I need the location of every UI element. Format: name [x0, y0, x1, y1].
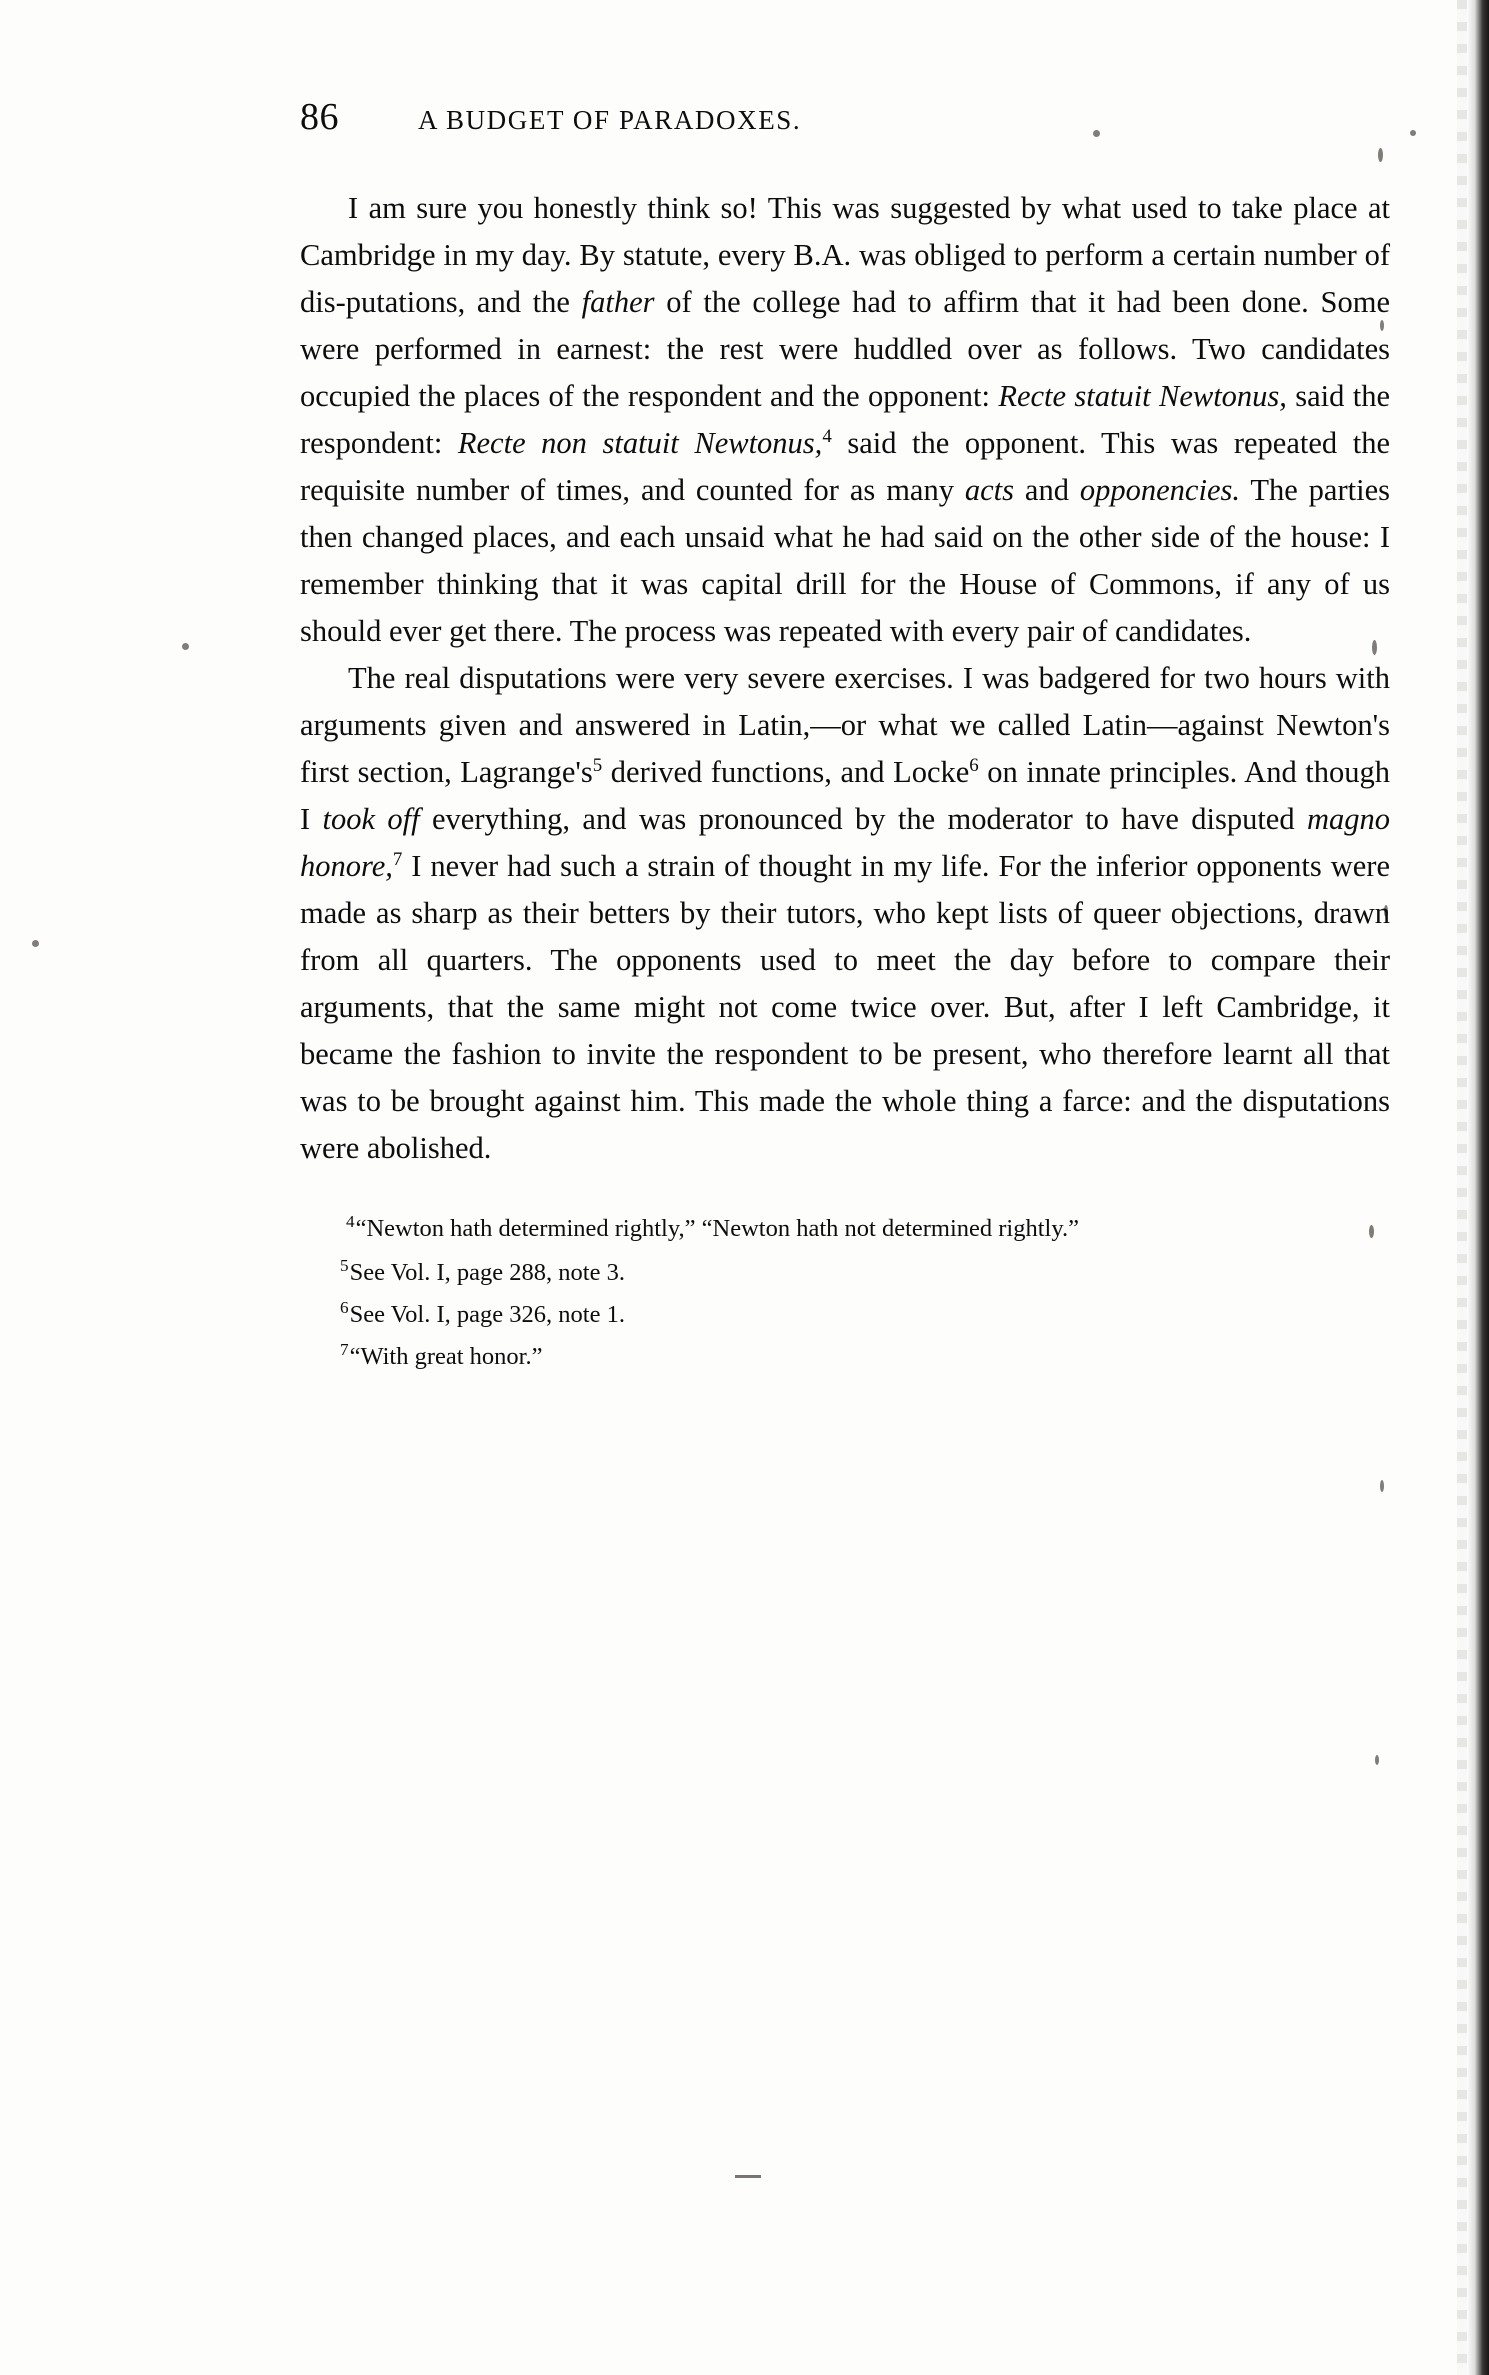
footnote-item	[300, 1298, 1390, 1331]
text-run: of the college had to affirm that it had been done. Some were performed in earnest: the rest were huddled over as follows. Two candidates occupied the places of the respondent and the opponent:	[300, 285, 1390, 413]
footnote-item	[300, 1340, 1390, 1373]
footnote-marker: 6	[969, 754, 979, 776]
footnote-text: “With great honor.”	[349, 1343, 543, 1370]
text-run: said the respondent:	[300, 379, 1390, 460]
footnote-marker: 4	[346, 1211, 355, 1231]
text-run: The parties then changed places, and each unsaid what he had said on the other side of the house: I remember thinking that it was capital drill for the House of Commons, if any of us should ever get there. The process was repeated with every pair of candidates.	[300, 473, 1390, 648]
footnote-marker: 6	[340, 1297, 349, 1317]
text-run: I am sure you honestly think so! This was suggested by what used to take place at Cambridge in my day. By statute, every B.A. was obliged to perform a certain number of dis-putations, and the	[300, 191, 1390, 319]
footnote-text: See Vol. I, page 288, note 3.	[349, 1259, 625, 1286]
italic-run: Recte statuit Newtonus,	[998, 379, 1287, 413]
footnote-text: See Vol. I, page 326, note 1.	[349, 1301, 625, 1328]
scan-edge-shadow	[1467, 0, 1489, 2375]
footnote-text: “Newton hath determined rightly,” “Newton hath not determined rightly.”	[355, 1215, 1080, 1242]
text-run: everything, and was pronounced by the moderator to have disputed	[419, 802, 1307, 836]
scan-speck	[1410, 130, 1416, 136]
scan-speck	[32, 940, 39, 947]
text-run: The real disputations were very severe exercises. I was badgered for two hours with arguments given and answered in Latin,—or what we called Latin—against Newton's first section, Lagrange's	[300, 661, 1390, 789]
text-run: on innate principles. And though I	[300, 755, 1390, 836]
scan-speck	[735, 2175, 761, 2178]
italic-run: took off	[322, 802, 420, 836]
footnote-item	[300, 1256, 1390, 1289]
footnote-marker: 5	[592, 754, 603, 776]
text-run: and	[1014, 473, 1080, 507]
italic-run: acts	[964, 473, 1015, 507]
footnote-marker: 5	[340, 1255, 349, 1275]
footnote-item	[300, 1212, 1390, 1245]
italic-run: opponencies.	[1079, 473, 1240, 507]
scan-edge-texture	[1457, 0, 1467, 2375]
page-header	[300, 95, 1390, 147]
italic-run: father	[581, 285, 655, 319]
paragraph-2	[300, 655, 1390, 1172]
body-text	[300, 185, 1390, 1172]
italic-run: Recte non statuit Newtonus,	[457, 426, 823, 460]
text-run: said the opponent. This was repeated the requisite number of times, and counted for as many	[300, 426, 1390, 507]
scan-speck	[1375, 1755, 1379, 1765]
footnote-section	[300, 1212, 1390, 1373]
text-run: I never had such a strain of thought in my life. For the inferior opponents were made as sharp as their betters by their tutors, who kept lists of queer objections, drawn from all quarters. The opponents used to meet the day before to compare their arguments, that the same might not come twice over. But, after I left Cambridge, it became the fashion to invite the respondent to be present, who therefore learnt all that was to be brought against him. This made the whole thing a farce: and the disputations were abolished.	[300, 849, 1390, 1165]
footnote-marker: 4	[822, 425, 832, 447]
footnote-marker: 7	[340, 1339, 349, 1359]
page-content	[300, 95, 1390, 1382]
scan-speck	[182, 643, 189, 650]
page-number: 86	[300, 96, 339, 138]
paragraph-1	[300, 185, 1390, 655]
scan-speck	[1380, 1480, 1384, 1492]
italic-run: magno honore,	[300, 802, 1390, 883]
footnote-marker: 7	[392, 848, 403, 870]
running-head: A BUDGET OF PARADOXES.	[418, 105, 802, 135]
text-run: derived functions, and Locke	[602, 755, 970, 789]
